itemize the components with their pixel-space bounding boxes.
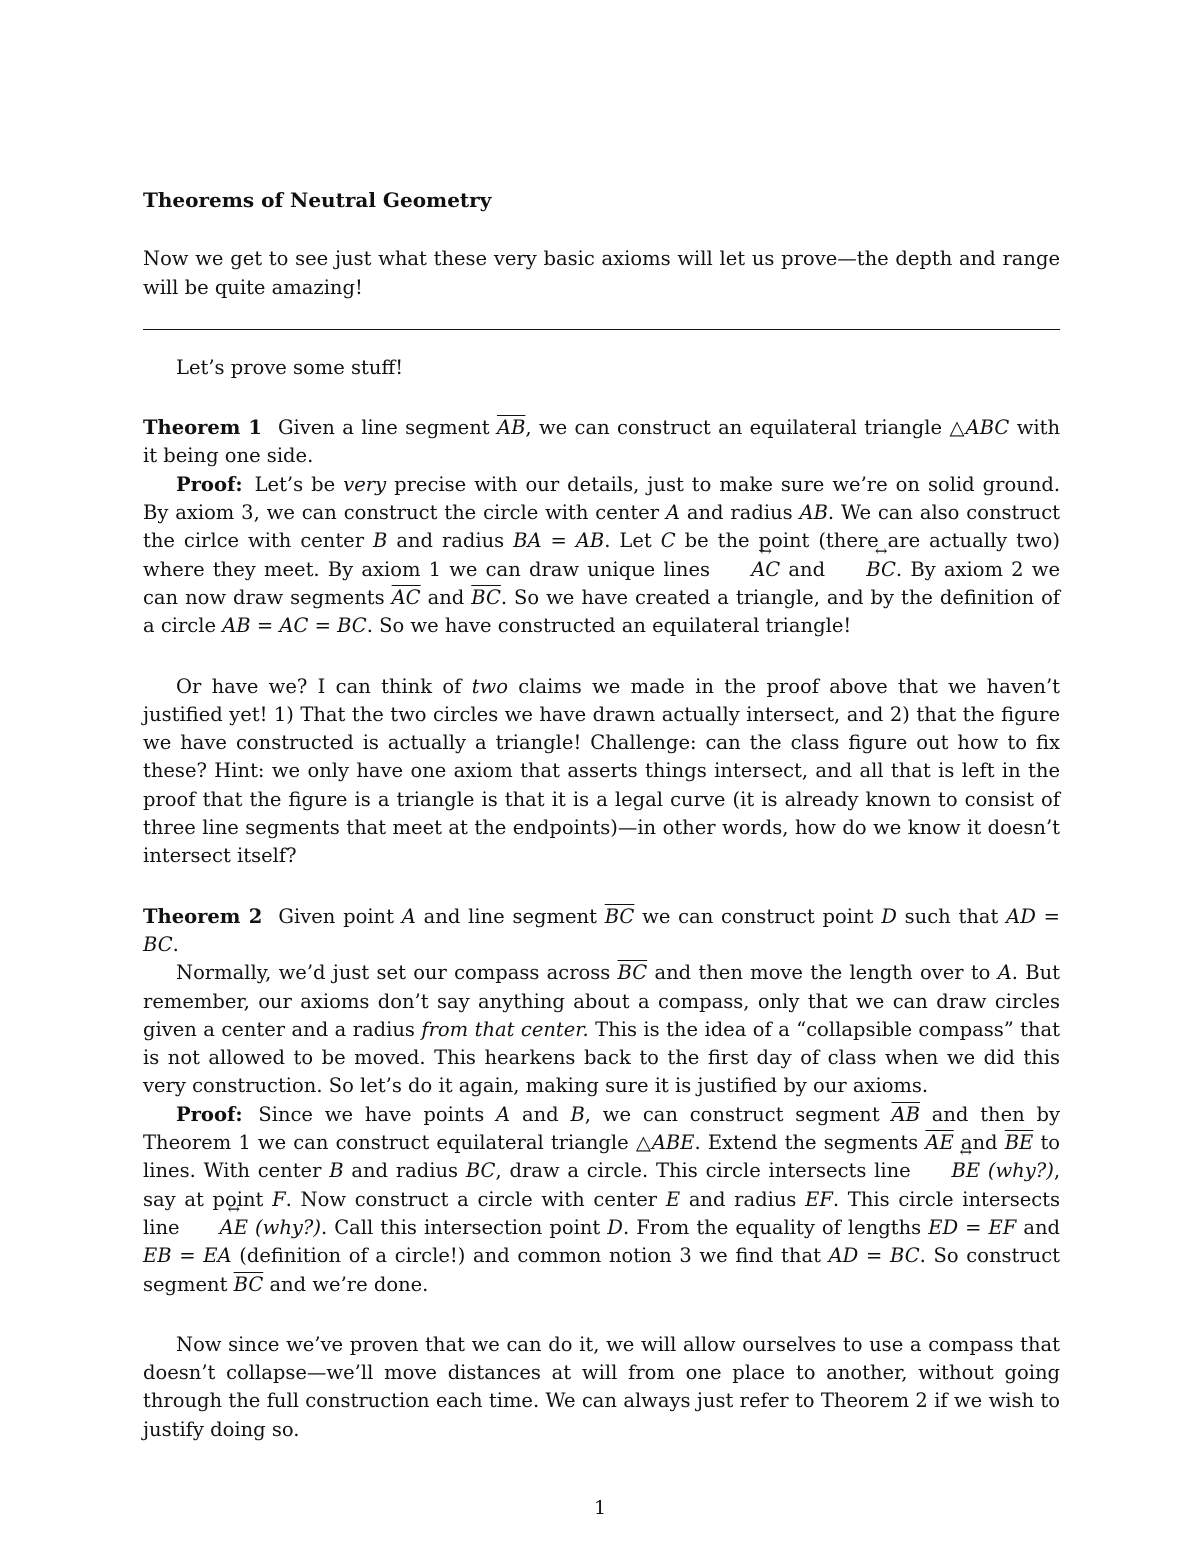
emphasis-two: two <box>471 674 508 698</box>
triangle-abe: △ABE <box>635 1131 695 1155</box>
segment-bc: $\overline{BC}$ <box>233 1272 264 1296</box>
segment-ab: $\overline{AB}$ <box>496 416 526 440</box>
segment-ac: $\overline{AC}$ <box>391 585 421 609</box>
line-be: ↔ BE <box>919 1159 981 1181</box>
section-divider <box>143 329 1060 330</box>
document-page <box>143 186 1060 1444</box>
segment-be: $\overline{BE}$ <box>1004 1131 1034 1155</box>
emphasis-from-that-center: from that center. <box>421 1017 589 1041</box>
theorem-2-label: Theorem 2 <box>143 904 263 928</box>
theorem-1-statement: Theorem 1 Given a line segment $\overline{AB}$, we can construct an equilateral triangle △ABC with it being one side. <box>143 416 1061 468</box>
proof-2: Proof: Since we have points A and B, we can construct segment $\overline{AB}$ and then by Theorem 1 we can construct equilateral triangle △ABE. Extend the segments $\overline{AE}$ and $\overline{BE}$ to lines. With center B and radius BC, draw a circle. This circle intersects line ↔ BE (why?), say at point F. Now construct a circle with center E and radius EF. This circle intersects line ↔ AE (why?). Call this intersection point D. From the equality of lengths ED = EF and EB = EA (definition of a circle!) and common notion 3 we find that AD = BC. So construct segment $\overline{BC}$ and we’re done. <box>143 1101 1060 1299</box>
proof-2-label: Proof: <box>176 1102 243 1126</box>
proof-1-label: Proof: <box>176 472 243 496</box>
compass-paragraph: Normally, we’d just set our compass across $\overline{BC}$ and then move the length over to A. But remember, our axioms don’t say anything about a compass, only that we can draw circles given a center and a radius from that center. This is the idea of a “collapsible compass” that is not allowed to be moved. This hearkens back to the first day of class when we did this very construction. So let’s do it again, making sure it is justified by our axioms. <box>143 961 1060 1098</box>
page-number: 1 <box>593 1497 607 1519</box>
document-title: Theorems of Neutral Geometry <box>143 188 492 212</box>
segment-bc: $\overline{BC}$ <box>604 904 635 928</box>
segment-bc: $\overline{BC}$ <box>617 961 648 985</box>
triangle-abc: △ABC <box>949 416 1010 440</box>
segment-bc: $\overline{BC}$ <box>471 585 501 609</box>
proof-1: Proof: Let’s be very precise with our details, just to make sure we’re on solid ground. By axiom 3, we can construct the circle with center A and radius AB. We can also construct the cirlce with center B and radius BA = AB. Let C be the point (there are actually two) where they meet. By axiom 1 we can draw unique lines ↔ AC and ↔ BC. By axiom 2 we can now draw segments $\overline{AC}$ and $\overline{BC}$. So we have created a triangle, and by the definition of a circle AB = AC = BC. So we have constructed an equilateral triangle! <box>143 471 1060 641</box>
theorem-2-statement: Theorem 2 Given point A and line segment $\overline{BC}$ we can construct point D such that AD = BC. <box>143 904 1061 956</box>
lead-paragraph: Let’s prove some stuff! <box>176 355 404 379</box>
emphasis-very: very <box>343 472 387 496</box>
line-ae: ↔ AE <box>187 1216 248 1238</box>
line-bc: ↔ BC <box>833 558 896 580</box>
discussion-paragraph: Or have we? I can think of two claims we made in the proof above that we haven’t justified yet! 1) That the two circles we have drawn actually intersect, and 2) that the figure we have constructed is actually a triangle! Challenge: can the class figure out how to fix these? Hint: we only have one axiom that asserts things intersect, and all that is left in the proof that the figure is a triangle is that it is a legal curve (it is already known to consist of three line segments that meet at the endpoints)—in other words, how do we know it doesn’t intersect itself? <box>143 674 1061 868</box>
intro-paragraph: Now we get to see just what these very basic axioms will let us prove—the depth and range will be quite amazing! <box>143 247 1060 299</box>
closing-paragraph: Now since we’ve proven that we can do it, we will allow ourselves to use a compass that doesn’t collapse—we’ll move distances at will from one place to another, without going through the full construction each time. We can always just refer to Theorem 2 if we wish to justify doing so. <box>143 1332 1060 1441</box>
line-ac: ↔ AC <box>718 558 780 580</box>
segment-ae: $\overline{AE}$ <box>925 1131 954 1155</box>
theorem-1-label: Theorem 1 <box>143 416 262 440</box>
segment-ab: $\overline{AB}$ <box>891 1102 920 1126</box>
